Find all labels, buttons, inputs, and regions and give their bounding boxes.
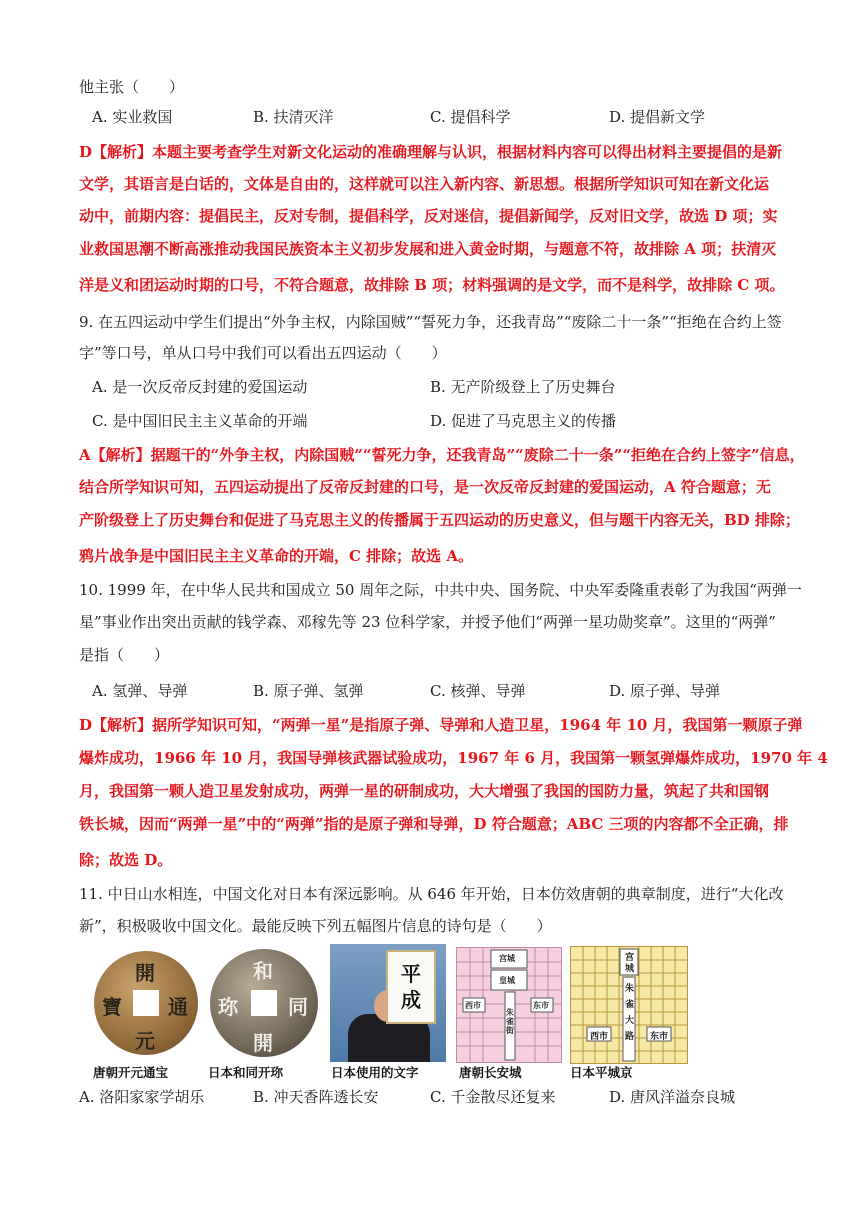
q9-stem-line: 9. 在五四运动中学生们提出“外争主权，内除国贼”“誓死力争，还我青岛”“废除二十一条”“拒绝在合约上签 (79, 313, 782, 331)
q11-option-c[interactable]: C. 千金散尽还复来 (430, 1088, 556, 1106)
q9-answer-line: 结合所学知识可知，五四运动提出了反帝反封建的口号，是一次反帝反封建的爱国运动，A 符合题意；无 (79, 478, 771, 496)
q10-stem-line: 星”事业作出突出贡献的钱学森、邓稼先等 23 位科学家，并授予他们“两弹一星功勋奖章”。这里的“两弹” (79, 613, 776, 631)
coin-character: 同 (288, 995, 308, 1019)
map-label: 雀 (625, 1000, 635, 1010)
map-label: 皇城 (499, 975, 515, 985)
heijokyo-city-map (570, 946, 688, 1064)
map-label: 西市 (590, 1032, 609, 1042)
q8-option-a[interactable]: A. 实业救国 (92, 108, 173, 126)
q10-answer-line: D【解析】据所学知识可知，“两弹一星”是指原子弹、导弹和人造卫星，1964 年 10 月，我国第一颗原子弹 (79, 716, 803, 734)
map-label: 宫城 (499, 953, 515, 963)
q8-option-d[interactable]: D. 提倡新文学 (609, 108, 706, 126)
map-label: 东市 (533, 1000, 549, 1010)
coin-character: 開 (253, 1031, 273, 1055)
q10-stem-line: 10. 1999 年，在中华人民共和国成立 50 周年之际，中共中央、国务院、中央军委隆重表彰了为我国“两弹一 (79, 581, 802, 599)
map-label: 宫 (625, 953, 635, 963)
map-label: 朱雀街 (506, 1007, 514, 1035)
q9-option-a[interactable]: A. 是一次反帝反封建的爱国运动 (92, 378, 308, 396)
coin-character: 寶 (102, 995, 122, 1019)
wado-kaichin-coin-image (210, 949, 318, 1057)
q8-answer-line: 动中，前期内容：提倡民主，反对专制，提倡科学，反对迷信，提倡新闻学，反对旧文学，故选 D 项；实 (79, 207, 778, 225)
q10-answer-line: 铁长城，因而“两弹一星”中的“两弹”指的是原子弹和导弹，D 符合题意；ABC 三项的内容都不全正确，排 (79, 815, 789, 833)
picture-caption: 日本平城京 (570, 1065, 633, 1080)
q9-answer-line: A【解析】据题干的“外争主权，内除国贼”“誓死力争，还我青岛”“废除二十一条”“拒绝在合约上签字”信息， (79, 446, 805, 464)
picture-caption: 日本使用的文字 (331, 1065, 419, 1080)
coin-character: 通 (168, 995, 188, 1019)
changan-city-map (456, 947, 562, 1063)
q8-answer-line: 文学，其语言是白话的，文体是自由的，这样就可以注入新内容、新思想。根据所学知识可知在新文化运 (79, 175, 770, 193)
q11-stem-line: 新”，积极吸收中国文化。最能反映下列五幅图片信息的诗句是（ ） (79, 917, 552, 935)
q11-stem-line: 11. 中日山水相连，中国文化对日本有深远影响。从 646 年开始，日本仿效唐朝的典章制度，进行“大化改 (79, 885, 784, 903)
sign-character: 平 (401, 962, 421, 986)
map-label: 大 (625, 1016, 635, 1026)
map-label: 城 (625, 964, 635, 974)
kaiyuan-tongbao-coin-image (94, 951, 198, 1055)
q9-option-b[interactable]: B. 无产阶级登上了历史舞台 (430, 378, 616, 396)
sign-character: 成 (401, 988, 421, 1012)
q10-answer-line: 月，我国第一颗人造卫星发射成功，两弹一星的研制成功，大大增强了我国的国防力量，筑起了共和国钢 (79, 782, 770, 800)
q10-stem-line: 是指（ ） (79, 646, 170, 664)
q10-option-c[interactable]: C. 核弹、导弹 (430, 682, 526, 700)
q8-option-c[interactable]: C. 提倡科学 (430, 108, 511, 126)
q9-answer-line: 鸦片战争是中国旧民主主义革命的开端，C 排除；故选 A。 (79, 547, 474, 565)
q8-answer-line: 洋是义和团运动时期的口号，不符合题意，故排除 B 项；材料强调的是文学，而不是科学，故排除 C 项。 (79, 276, 785, 294)
heisei-board (386, 950, 436, 1024)
coin-character: 和 (253, 959, 273, 983)
coin-square-hole (133, 990, 159, 1016)
picture-caption: 唐朝长安城 (459, 1065, 522, 1080)
q10-answer-line: 爆炸成功，1966 年 10 月，我国导弹核武器试验成功，1967 年 6 月，我国第一颗氢弹爆炸成功，1970 年 4 (79, 749, 828, 767)
map-label: 东市 (650, 1032, 669, 1042)
q9-option-d[interactable]: D. 促进了马克思主义的传播 (430, 412, 617, 430)
map-label: 西市 (465, 1000, 481, 1010)
coin-character: 珎 (218, 995, 238, 1019)
q9-answer-line: 产阶级登上了历史舞台和促进了马克思主义的传播属于五四运动的历史意义，但与题干内容无关，BD 排除； (79, 511, 800, 529)
q8-stem-tail: 他主张（ ） (79, 78, 185, 96)
q11-option-a[interactable]: A. 洛阳家家学胡乐 (79, 1088, 205, 1106)
q9-option-c[interactable]: C. 是中国旧民主主义革命的开端 (92, 412, 308, 430)
q9-stem-line: 字”等口号，单从口号中我们可以看出五四运动（ ） (79, 344, 447, 362)
q8-option-b[interactable]: B. 扶清灭洋 (253, 108, 334, 126)
picture-caption: 日本和同开珎 (208, 1065, 284, 1080)
q8-answer-line: 业救国思潮不断高涨推动我国民族资本主义初步发展和进入黄金时期，与题意不符，故排除 A 项；扶清灭 (79, 240, 777, 258)
q8-answer-line: D【解析】本题主要考查学生对新文化运动的准确理解与认识，根据材料内容可以得出材料主要提倡的是新 (79, 143, 783, 161)
q11-option-b[interactable]: B. 冲天香阵透长安 (253, 1088, 379, 1106)
coin-character: 開 (135, 961, 155, 985)
map-label: 朱 (625, 984, 635, 994)
q10-answer-line: 除；故选 D。 (79, 851, 173, 869)
coin-square-hole (251, 990, 277, 1016)
q10-option-a[interactable]: A. 氢弹、导弹 (92, 682, 188, 700)
heisei-sign-photo (330, 944, 446, 1062)
map-label: 路 (625, 1032, 635, 1042)
q10-option-b[interactable]: B. 原子弹、氢弹 (253, 682, 364, 700)
coin-character: 元 (135, 1029, 155, 1053)
picture-caption: 唐朝开元通宝 (93, 1065, 169, 1080)
q10-option-d[interactable]: D. 原子弹、导弹 (609, 682, 721, 700)
q11-option-d[interactable]: D. 唐风洋溢奈良城 (609, 1088, 736, 1106)
